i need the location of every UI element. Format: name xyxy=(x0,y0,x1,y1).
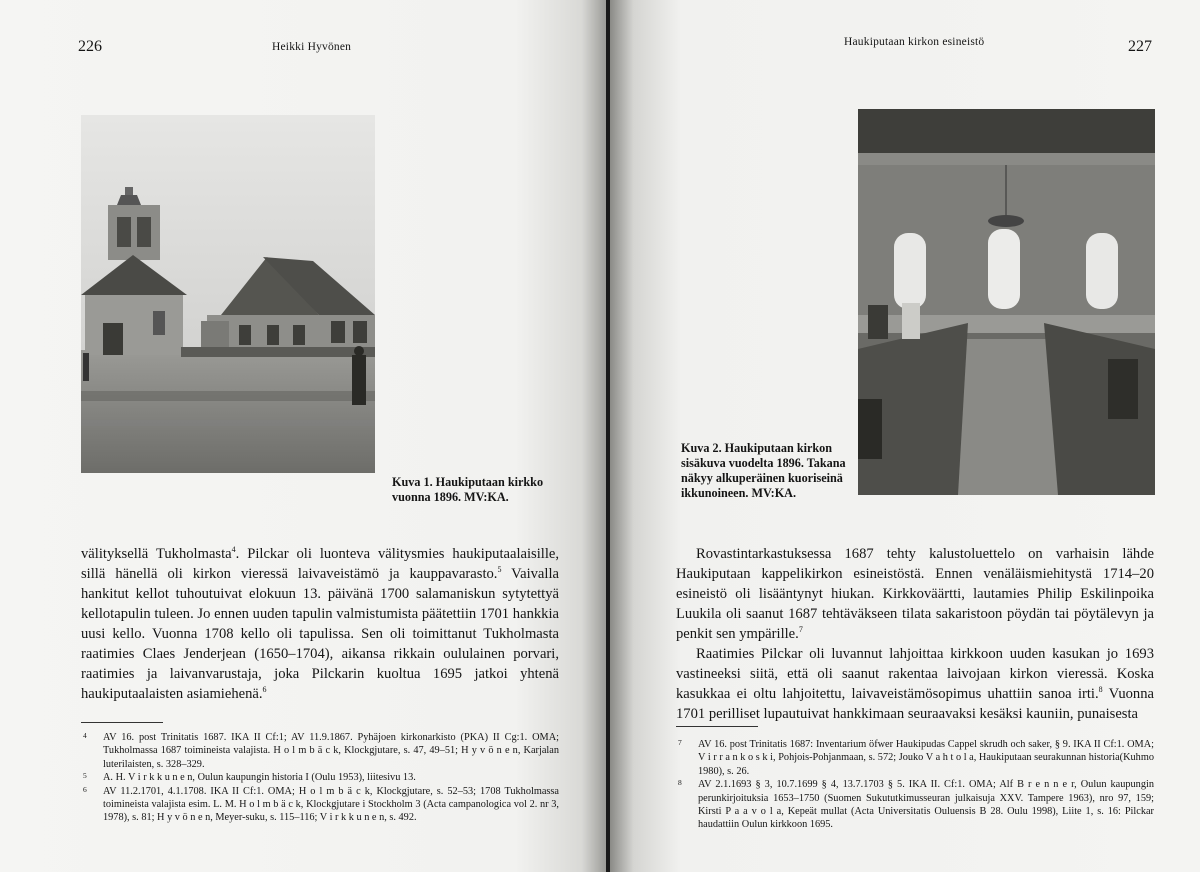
church-exterior-photo xyxy=(81,115,375,473)
footnote xyxy=(676,778,1154,832)
footnote-ref: 8 xyxy=(1098,685,1103,695)
footnote-text: AV 2.1.1693 § 3, 10.7.1699 § 4, 13.7.1703 § 5. IKA II. Cf:1. OMA; Alf B r e n n e r, Oulun kaupungin perunkirjoituksia 1653–1750 (Suomen Sukututkimusseuran julkaisuja XXV. Tampere 1963), nro 97, 159; Kirsti P a a v o l a, Kepeät mullat (Acta Universitatis Ouluensis B 28. Oulu 1998), Liite 1, s. 16: Pilckar haudattiin Oulun kirkkoon 1695. xyxy=(698,779,1154,831)
church-interior-photo xyxy=(858,109,1155,495)
footnotes xyxy=(81,731,559,825)
footnote-ref: 5 xyxy=(497,565,502,575)
footnote xyxy=(676,738,1154,778)
page-number: 227 xyxy=(1128,38,1152,55)
footnote xyxy=(81,771,559,784)
right-page xyxy=(610,0,1200,872)
footnote-text: AV 16. post Trinitatis 1687: Inventarium öfwer Haukipudas Cappel skrudh och saker, § 9. IKA II Cf:1. OMA; V i r r a n k o s k i, Pohjois-Pohjanmaan, s. 572; Jouko V a h t o l a, Haukiputaan seurakunnan historia(Kuhmo 1980), s. 26. xyxy=(698,739,1154,777)
figure-caption: Kuva 2. Haukiputaan kirkon sisäkuva vuodelta 1896. Takana näkyy alkuperäinen kuoriseinä ikkunoineen. MV:KA. xyxy=(681,441,846,500)
text-run: Vaivalla hankitut kellot tuhoutuivat elokuun 13. päivänä 1700 salamaniskun sytytettyä kellotapulin tuleen. Jo ennen uuden tapulin valmistumista päätettiin 1701 hankkia uusi kello. Vuonna 1708 kello oli tapulissa. Sen oli toimittanut Tukholmasta raatimies Claes Jenderjean (1650–1704), aikansa rikkain oululainen porvari, raatimies ja laivanvarustaja, joka Pilckarin kuoltua 1695 jatkoi yhtenä haukiputaalaisten asiamiehenä. xyxy=(81,566,559,702)
text-run: Vuonna 1701 perilliset lupautuivat hankkimaan seuraavaksi kesäksi kauniin, punaisesta xyxy=(676,686,1154,722)
body-paragraph xyxy=(676,644,1154,724)
footnote-number: 4 xyxy=(83,731,87,740)
body-paragraph xyxy=(81,544,559,704)
text-run: Rovastintarkastuksessa 1687 tehty kalustoluettelo on varhaisin lähde Haukiputaan kappelikirkon esineistöstä. Ennen venäläismiehitystä 1714–20 esineistö oli lisääntynyt hiukan. Kirkkoväärtti, lautamies Philip Eskilinpoika Luukila oli saanut 1687 tehtäväkseen tilata sakaristoon pöydän tai pöytälevyn ja penkit sen ympärille. xyxy=(676,546,1154,642)
footnotes xyxy=(676,738,1154,832)
footnote-ref: 4 xyxy=(231,545,236,555)
running-head: Haukiputaan kirkon esineistö xyxy=(844,36,985,48)
footnote-ref: 7 xyxy=(798,625,803,635)
footnote xyxy=(81,731,559,771)
footnote-rule xyxy=(81,722,163,723)
footnote-ref: 6 xyxy=(262,685,267,695)
text-run: . Pilckar oli luonteva välitysmies haukiputaalaisille, sillä hänellä oli kirkon vieressä laivaveistämö ja kauppavarasto. xyxy=(81,546,560,582)
footnote-text: AV 16. post Trinitatis 1687. IKA II Cf:1; AV 11.9.1867. Pyhäjoen kirkonarkisto (PKA) II Cg:1. OMA; Tukholmassa 1687 toimineista valajista. H o l m b ä c k, Klockgjutare, s. 47, 49–51; H y v ö n e n, Karjalan luterilaisten, s. 328–329. xyxy=(103,732,559,770)
footnote-number: 6 xyxy=(83,784,87,794)
footnote-number: 8 xyxy=(678,778,682,788)
footnote-number: 7 xyxy=(678,738,682,747)
footnote-text: A. H. V i r k k u n e n, Oulun kaupungin historia I (Oulu 1953), liitesivu 13. xyxy=(103,772,416,784)
footnote xyxy=(81,785,559,825)
footnote-number: 5 xyxy=(83,771,87,781)
text-run: välityksellä Tukholmasta xyxy=(81,546,232,562)
body-text xyxy=(676,544,1154,724)
figure-caption: Kuva 1. Haukiputaan kirkko vuonna 1896. MV:KA. xyxy=(392,475,544,504)
footnote-rule xyxy=(676,726,758,727)
page-number: 226 xyxy=(78,38,102,55)
running-head: Heikki Hyvönen xyxy=(272,41,352,53)
text-run: Raatimies Pilckar oli luvannut lahjoittaa kirkkoon uuden kasukan jo 1693 vastineeksi siitä, että oli saanut rakentaa laivojaan kirkon vieressä. Koska kasukkaa ei oltu lahjoitettu, laivaveistämösopimus uhattiin sanoa irti. xyxy=(676,646,1154,702)
footnote-text: AV 11.2.1701, 4.1.1708. IKA II Cf:1. OMA; H o l m b ä c k, Klockgjutare, s. 52–53; 1708 Tukholmassa toimineista valajista esim. L. M. H o l m b ä c k, Klockgjutare i Stockholm 3 (Acta campanologica vol 2. nr 3, 1978), s. 81; H y v ö n e n, Meyer-suku, s. 115–116; V i r k k u n e n, s. 492. xyxy=(103,785,559,824)
body-paragraph xyxy=(676,544,1154,644)
